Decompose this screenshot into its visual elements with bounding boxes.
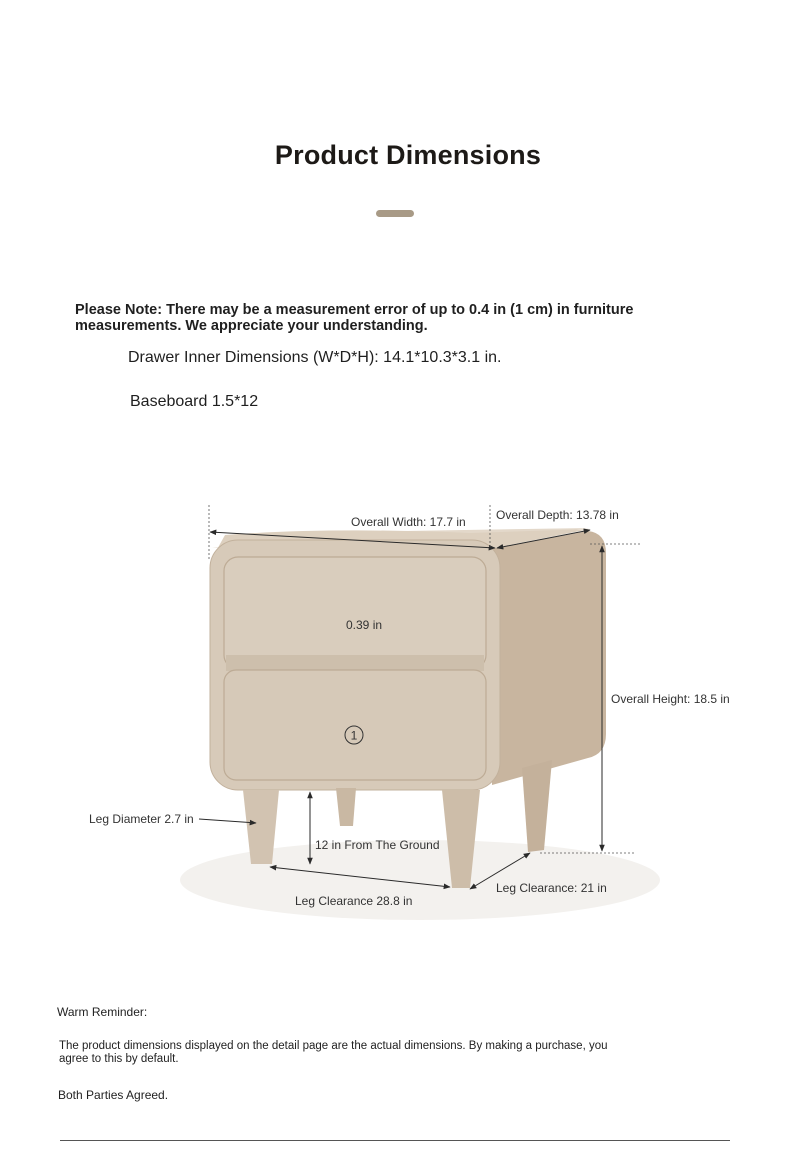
leg-clearance-width-label: Leg Clearance 28.8 in: [295, 894, 413, 908]
title-accent-bar: [376, 210, 414, 217]
leg-clearance-depth-label: Leg Clearance: 21 in: [496, 881, 607, 895]
drawer-gap-label: 0.39 in: [346, 618, 383, 632]
baseboard-dimensions: Baseboard 1.5*12: [130, 393, 259, 410]
ground-clearance-label: 12 in From The Ground: [315, 838, 440, 852]
reminder-title: Warm Reminder:: [57, 1005, 148, 1019]
agreement-text: Both Parties Agreed.: [58, 1088, 169, 1102]
page-title: Product Dimensions: [274, 140, 542, 170]
overall-depth-label: Overall Depth: 13.78 in: [496, 508, 619, 522]
leg-diameter-label: Leg Diameter 2.7 in: [89, 812, 194, 826]
drawer-inner-dimensions: Drawer Inner Dimensions (W*D*H): 14.1*10.3*3.1 in.: [128, 349, 502, 366]
dimension-diagram: [0, 490, 790, 930]
bottom-divider: [60, 1140, 730, 1141]
reminder-text: The product dimensions displayed on the detail page are the actual dimensions. By making a purchase, you agree to this by default.: [59, 1040, 608, 1065]
overall-height-label: Overall Height: 18.5 in: [611, 692, 730, 706]
nightstand-illustration: [180, 528, 660, 920]
drawer-number: 1: [350, 728, 358, 743]
overall-width-label: Overall Width: 17.7 in: [351, 515, 466, 529]
measurement-note: Please Note: There may be a measurement error of up to 0.4 in (1 cm) in furniture measurements. We appreciate your understanding.: [75, 302, 634, 334]
